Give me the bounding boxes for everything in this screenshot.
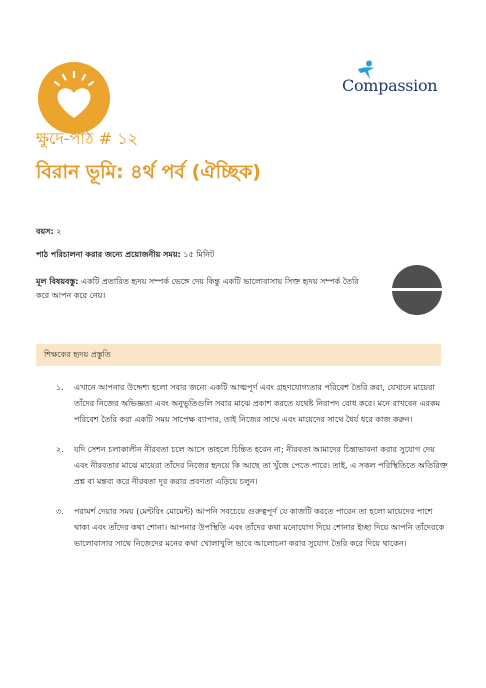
age-label: বয়স: <box>36 227 54 236</box>
page-title: বিরান ভূমি: ৪র্থ পর্ব (ঐচ্ছিক) <box>36 161 261 183</box>
section-header <box>36 344 441 366</box>
time-label: পাঠ পরিচালনা করার জন্যে প্রয়োজনীয় সময়: <box>36 250 181 259</box>
focus-value: একটি প্রতারিত হৃদয় সম্পর্ক ভেঙ্গে দেয় কিন্তু একটি ভালোবাসায় সিক্ত হৃদয় সম্পর্ক তৈরি করে আপন করে নেয়। <box>36 277 359 300</box>
heart-icon <box>38 62 110 134</box>
section-title: শিক্ষকের হৃদয় প্রস্তুতি <box>44 350 111 359</box>
mini-lesson-label: ক্ষুদে-পাঠ # ১২ <box>36 129 138 148</box>
list-text: যদি সেশন চলাকালীন নীরবতা চলে আসে তাহলে চিন্তিত হবেন না; নীরবতা আমাদের চিন্তাভাবনা করার সুযোগ দেয় এবং নীরবতার মাঝে মায়েরা তাঁদের নিজের হৃদয়ে কি আছে তা খুঁজে পেতে পারে। তাই, এ সকল পরিস্থিতিতে অতিরিক্ত প্রশ্ন বা মন্তব্য করে নীরবতা দূর করার প্রবণতা এড়িয়ে চলুন। <box>74 445 448 486</box>
focus-label: মূল বিষয়বস্তু: <box>36 277 79 286</box>
list-number: ৩. <box>56 507 64 516</box>
heart-logo <box>38 62 110 134</box>
list-text: পরামর্শ দেয়ার সময় (মেন্টরিং মোমেন্ট) আপনি সবচেয়ে গুরুত্বপূর্ণ যে কাজটি করতে পারেন তা হলো মায়েদের পাশে থাকা এবং তাঁদের কথা শোনা। আপনার উপস্থিতি এবং তাঁদের কথা মনোযোগ দিয়ে শোনার ইচ্ছা দিয়ে আপনি তাঁদেরকে ভালোবাসার সাথে নিজেদের মনের কথা খোলাখুলি ভাবে আলোচনা করার সুযোগ তৈরি করে দিয়ে থাকেন। <box>74 507 445 548</box>
list-item <box>56 504 448 552</box>
age-line <box>36 226 61 239</box>
brand-name: Compassion <box>342 76 438 95</box>
time-value: ১৫ মিনিট <box>180 250 215 259</box>
list-item <box>56 380 448 428</box>
focus-summary <box>36 275 366 303</box>
age-value: ২ <box>53 227 62 236</box>
list-number: ২. <box>56 445 64 454</box>
time-line <box>36 249 214 262</box>
preparation-list <box>56 380 448 552</box>
compassion-logo <box>342 60 442 100</box>
list-text: এখানে আপনার উদ্দেশ্য হলো সবার জন্যে একটি আত্মপূর্ণ এবং গ্রহণযোগ্যতার পরিবেশ তৈরি করা, যেখানে মায়েরা তাঁদের নিজের অভিজ্ঞতা এবং অনুভূতিগুলি সবার মাঝে প্রকাশ করতে যথেষ্ট নিরাপদ বোধ করে। মনে রাখবেন এরকম পরিবেশ তৈরি করা একটি সময় সাপেক্ষ ব্যাপার, তাই নিজের সাথে এবং মায়েদের সাথে ধৈর্য ধরে কাজ করুন। <box>74 383 441 424</box>
gray-disc-icon <box>390 263 444 317</box>
list-number: ১. <box>56 383 64 392</box>
list-item <box>56 442 448 490</box>
